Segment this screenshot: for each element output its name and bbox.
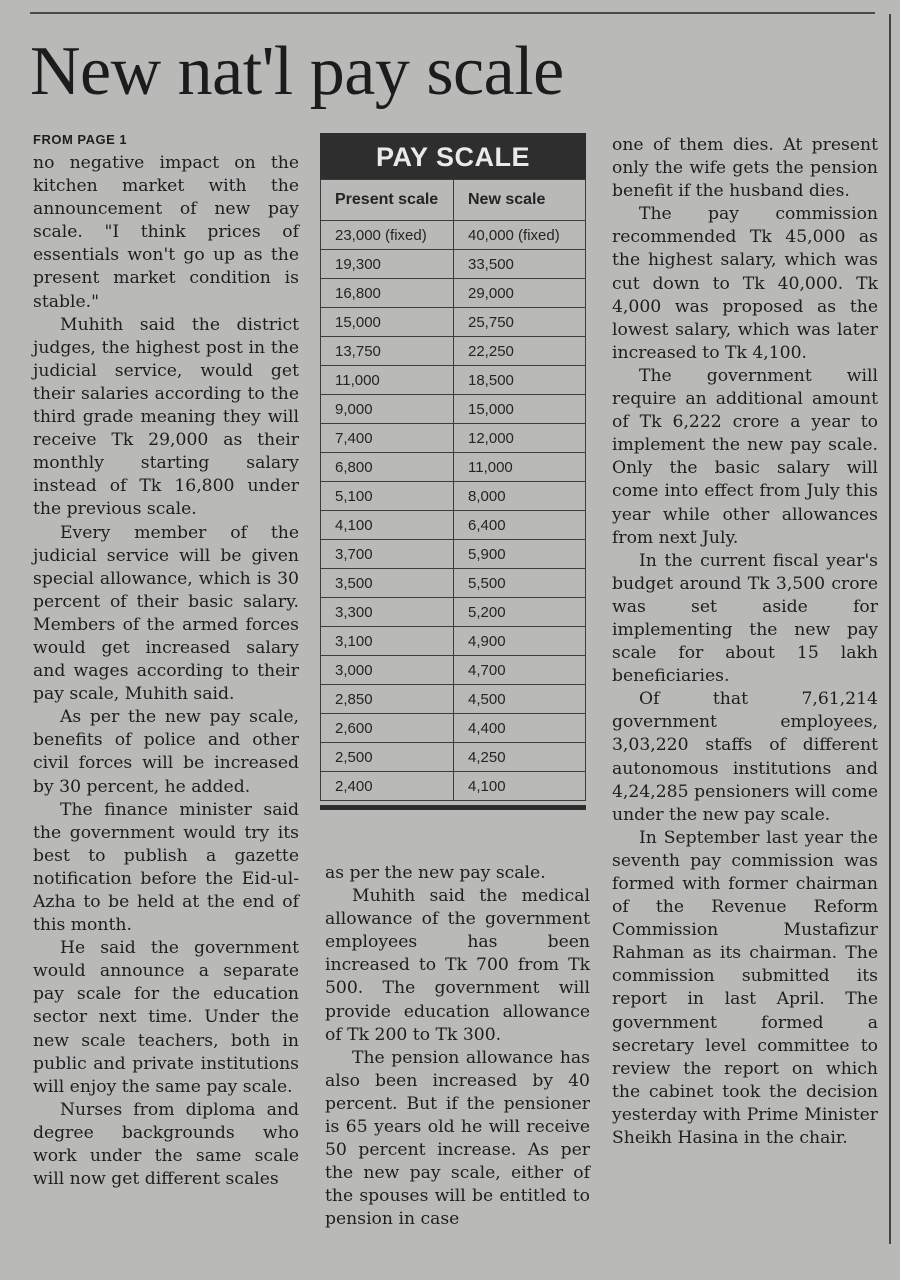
- new-scale-cell: 5,200: [454, 598, 586, 627]
- new-scale-cell: 6,400: [454, 511, 586, 540]
- paragraph: As per the new pay scale, benefits of police and other civil forces will be increased by 30 percent, he added.: [33, 707, 299, 797]
- article-column-1: [33, 152, 299, 1191]
- new-scale-cell: 29,000: [454, 279, 586, 308]
- table-header-row: [321, 180, 586, 221]
- table-row: [321, 569, 586, 598]
- present-scale-cell: 23,000 (fixed): [321, 221, 454, 250]
- table-row: [321, 685, 586, 714]
- headline: New nat'l pay scale: [30, 33, 564, 110]
- present-scale-cell: 2,600: [321, 714, 454, 743]
- present-scale-cell: 7,400: [321, 424, 454, 453]
- present-scale-cell: 19,300: [321, 250, 454, 279]
- paragraph: In the current fiscal year's budget around Tk 3,500 crore was set aside for implementing the new pay scale for about 15 lakh beneficiaries.: [612, 550, 878, 687]
- new-scale-cell: 12,000: [454, 424, 586, 453]
- present-scale-cell: 6,800: [321, 453, 454, 482]
- kicker: FROM PAGE 1: [33, 132, 128, 147]
- paragraph: no negative impact on the kitchen market with the announcement of new pay scale. "I think prices of essentials won't go up as the present market condition is stable.": [33, 153, 299, 312]
- table-row: [321, 772, 586, 801]
- column-header-new: New scale: [454, 180, 586, 221]
- present-scale-cell: 15,000: [321, 308, 454, 337]
- paragraph: Every member of the judicial service will be given special allowance, which is 30 percent of their basic salary. Members of the armed forces would get increased salary and wages according to their pay scale, Muhith said.: [33, 522, 299, 705]
- table-row: [321, 221, 586, 250]
- present-scale-cell: 3,100: [321, 627, 454, 656]
- table-row: [321, 395, 586, 424]
- pay-scale-box: [320, 133, 586, 810]
- table-row: [321, 511, 586, 540]
- new-scale-cell: 25,750: [454, 308, 586, 337]
- present-scale-cell: 11,000: [321, 366, 454, 395]
- table-row: [321, 337, 586, 366]
- present-scale-cell: 3,500: [321, 569, 454, 598]
- paragraph: He said the government would announce a separate pay scale for the education sector next time. Under the new scale teachers, both in public and private institutions will enjoy the same pay scale.: [33, 938, 299, 1097]
- paragraph: The finance minister said the government would try its best to publish a gazette notification before the Eid-ul-Azha to be held at the end of this month.: [33, 799, 299, 936]
- present-scale-cell: 13,750: [321, 337, 454, 366]
- pay-scale-title: PAY SCALE: [320, 133, 586, 179]
- present-scale-cell: 2,500: [321, 743, 454, 772]
- new-scale-cell: 4,100: [454, 772, 586, 801]
- column-rule: [889, 14, 891, 1244]
- new-scale-cell: 8,000: [454, 482, 586, 511]
- table-row: [321, 627, 586, 656]
- paragraph: The government will require an additional amount of Tk 6,222 crore a year to implement the new pay scale. Only the basic salary will come into effect from July this year while other allowances from next July.: [612, 365, 878, 548]
- present-scale-cell: 9,000: [321, 395, 454, 424]
- paragraph: Muhith said the district judges, the highest post in the judicial service, would get their salaries according to the third grade meaning they will receive Tk 29,000 as their monthly starting salary instead of Tk 16,800 under the previous scale.: [33, 314, 299, 520]
- table-row: [321, 366, 586, 395]
- paragraph: one of them dies. At present only the wife gets the pension benefit if the husband dies.: [612, 135, 878, 202]
- paragraph: as per the new pay scale.: [325, 863, 546, 883]
- table-row: [321, 540, 586, 569]
- table-row: [321, 250, 586, 279]
- new-scale-cell: 11,000: [454, 453, 586, 482]
- new-scale-cell: 18,500: [454, 366, 586, 395]
- table-row: [321, 714, 586, 743]
- table-row: [321, 482, 586, 511]
- article-column-3: [612, 134, 878, 1150]
- pay-scale-bottom-rule: [320, 805, 586, 810]
- new-scale-cell: 5,500: [454, 569, 586, 598]
- column-header-present: Present scale: [321, 180, 454, 221]
- new-scale-cell: 4,250: [454, 743, 586, 772]
- article-column-2: [325, 862, 590, 1232]
- present-scale-cell: 5,100: [321, 482, 454, 511]
- table-row: [321, 424, 586, 453]
- new-scale-cell: 4,400: [454, 714, 586, 743]
- table-row: [321, 453, 586, 482]
- new-scale-cell: 22,250: [454, 337, 586, 366]
- present-scale-cell: 3,700: [321, 540, 454, 569]
- paragraph: The pay commission recommended Tk 45,000 as the highest salary, which was cut down to Tk 40,000. Tk 4,000 was proposed as the lowest salary, which was later increased to Tk 4,100.: [612, 204, 878, 363]
- new-scale-cell: 5,900: [454, 540, 586, 569]
- new-scale-cell: 40,000 (fixed): [454, 221, 586, 250]
- new-scale-cell: 15,000: [454, 395, 586, 424]
- new-scale-cell: 4,700: [454, 656, 586, 685]
- present-scale-cell: 4,100: [321, 511, 454, 540]
- table-row: [321, 656, 586, 685]
- present-scale-cell: 2,400: [321, 772, 454, 801]
- table-row: [321, 308, 586, 337]
- new-scale-cell: 4,900: [454, 627, 586, 656]
- present-scale-cell: 3,300: [321, 598, 454, 627]
- new-scale-cell: 4,500: [454, 685, 586, 714]
- paragraph: The pension allowance has also been increased by 40 percent. But if the pensioner is 65 years old he will receive 50 percent increase. As per the new pay scale, either of the spouses will be entitled to pension in case: [325, 1047, 590, 1230]
- paragraph: Nurses from diploma and degree backgrounds who work under the same scale will now get different scales: [33, 1099, 299, 1190]
- present-scale-cell: 3,000: [321, 656, 454, 685]
- table-row: [321, 598, 586, 627]
- table-row: [321, 743, 586, 772]
- paragraph: Of that 7,61,214 government employees, 3,03,220 staffs of different autonomous institutions and 4,24,285 pensioners will come under the new pay scale.: [612, 689, 878, 825]
- new-scale-cell: 33,500: [454, 250, 586, 279]
- paragraph: Muhith said the medical allowance of the government employees has been increased to Tk 700 from Tk 500. The government will provide education allowance of Tk 200 to Tk 300.: [325, 886, 590, 1045]
- present-scale-cell: 16,800: [321, 279, 454, 308]
- top-rule: [30, 12, 875, 14]
- table-row: [321, 279, 586, 308]
- present-scale-cell: 2,850: [321, 685, 454, 714]
- paragraph: In September last year the seventh pay commission was formed with former chairman of the Revenue Reform Commission Mustafizur Rahman as its chairman. The commission submitted its report in last April. The government formed a secretary level committee to review the report on which the cabinet took the decision yesterday with Prime Minister Sheikh Hasina in the chair.: [612, 827, 878, 1149]
- pay-scale-table: [320, 179, 586, 801]
